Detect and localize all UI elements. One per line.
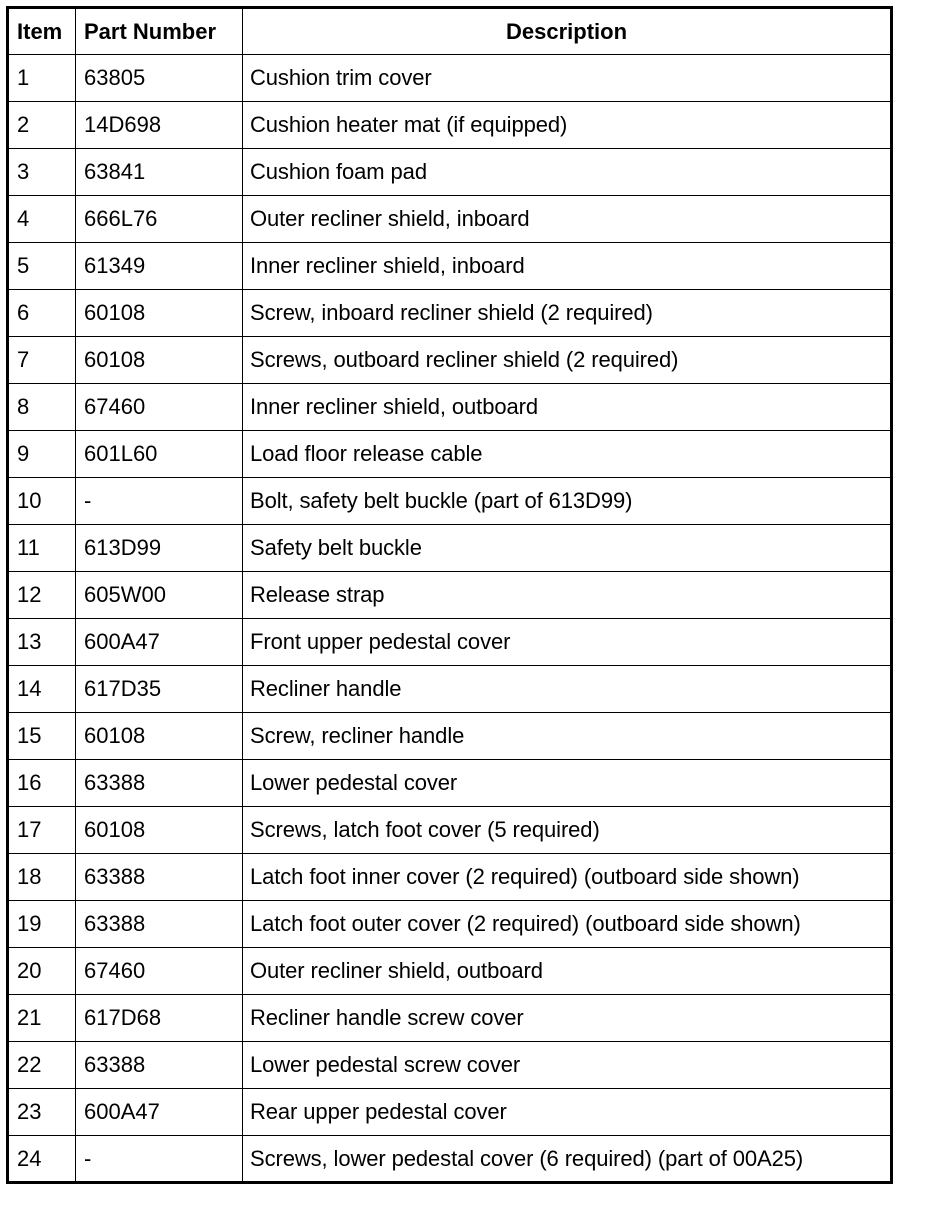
- table-row: [8, 149, 892, 196]
- cell-part-number: 600A47: [76, 1089, 243, 1136]
- cell-item: 16: [8, 760, 76, 807]
- cell-part-number: 60108: [76, 713, 243, 760]
- cell-part-number: 67460: [76, 948, 243, 995]
- cell-item: 1: [8, 55, 76, 102]
- cell-part-number: 61349: [76, 243, 243, 290]
- cell-part-number: 63388: [76, 901, 243, 948]
- cell-item: 19: [8, 901, 76, 948]
- cell-description: Screw, recliner handle: [243, 713, 892, 760]
- cell-item: 3: [8, 149, 76, 196]
- table-row: [8, 384, 892, 431]
- parts-table: [6, 6, 893, 1184]
- cell-part-number: 14D698: [76, 102, 243, 149]
- table-row: [8, 290, 892, 337]
- table-row: [8, 1089, 892, 1136]
- cell-item: 14: [8, 666, 76, 713]
- cell-item: 7: [8, 337, 76, 384]
- table-row: [8, 807, 892, 854]
- table-row: [8, 478, 892, 525]
- cell-item: 9: [8, 431, 76, 478]
- cell-item: 13: [8, 619, 76, 666]
- cell-description: Recliner handle screw cover: [243, 995, 892, 1042]
- cell-item: 17: [8, 807, 76, 854]
- cell-part-number: 63388: [76, 1042, 243, 1089]
- cell-item: 20: [8, 948, 76, 995]
- cell-part-number: 60108: [76, 290, 243, 337]
- cell-item: 11: [8, 525, 76, 572]
- cell-description: Safety belt buckle: [243, 525, 892, 572]
- cell-description: Inner recliner shield, inboard: [243, 243, 892, 290]
- table-row: [8, 760, 892, 807]
- cell-description: Screws, outboard recliner shield (2 required): [243, 337, 892, 384]
- cell-description: Screws, lower pedestal cover (6 required) (part of 00A25): [243, 1136, 892, 1183]
- table-row: [8, 995, 892, 1042]
- cell-description: Load floor release cable: [243, 431, 892, 478]
- cell-description: Release strap: [243, 572, 892, 619]
- cell-description: Screw, inboard recliner shield (2 required): [243, 290, 892, 337]
- table-row: [8, 1136, 892, 1183]
- cell-part-number: -: [76, 1136, 243, 1183]
- cell-part-number: 63388: [76, 760, 243, 807]
- cell-part-number: 605W00: [76, 572, 243, 619]
- table-body: [8, 55, 892, 1183]
- table-row: [8, 243, 892, 290]
- cell-description: Rear upper pedestal cover: [243, 1089, 892, 1136]
- cell-description: Front upper pedestal cover: [243, 619, 892, 666]
- cell-description: Screws, latch foot cover (5 required): [243, 807, 892, 854]
- cell-part-number: 617D68: [76, 995, 243, 1042]
- table-header-row: [8, 8, 892, 55]
- cell-part-number: 617D35: [76, 666, 243, 713]
- table-row: [8, 196, 892, 243]
- table-row: [8, 525, 892, 572]
- table-row: [8, 431, 892, 478]
- cell-part-number: 60108: [76, 807, 243, 854]
- table-row: [8, 666, 892, 713]
- cell-description: Outer recliner shield, outboard: [243, 948, 892, 995]
- table-row: [8, 713, 892, 760]
- cell-part-number: 666L76: [76, 196, 243, 243]
- table-row: [8, 55, 892, 102]
- table-row: [8, 337, 892, 384]
- cell-item: 12: [8, 572, 76, 619]
- cell-item: 22: [8, 1042, 76, 1089]
- cell-description: Outer recliner shield, inboard: [243, 196, 892, 243]
- cell-description: Recliner handle: [243, 666, 892, 713]
- cell-item: 15: [8, 713, 76, 760]
- column-header-item: Item: [8, 8, 76, 55]
- cell-part-number: 601L60: [76, 431, 243, 478]
- cell-part-number: -: [76, 478, 243, 525]
- cell-item: 10: [8, 478, 76, 525]
- cell-item: 21: [8, 995, 76, 1042]
- cell-part-number: 63805: [76, 55, 243, 102]
- table-row: [8, 854, 892, 901]
- cell-item: 6: [8, 290, 76, 337]
- cell-item: 5: [8, 243, 76, 290]
- cell-description: Cushion heater mat (if equipped): [243, 102, 892, 149]
- table-row: [8, 948, 892, 995]
- column-header-part-number: Part Number: [76, 8, 243, 55]
- table-row: [8, 901, 892, 948]
- cell-item: 24: [8, 1136, 76, 1183]
- cell-part-number: 63841: [76, 149, 243, 196]
- cell-part-number: 67460: [76, 384, 243, 431]
- cell-part-number: 600A47: [76, 619, 243, 666]
- cell-description: Bolt, safety belt buckle (part of 613D99): [243, 478, 892, 525]
- cell-item: 2: [8, 102, 76, 149]
- cell-description: Latch foot outer cover (2 required) (outboard side shown): [243, 901, 892, 948]
- cell-part-number: 60108: [76, 337, 243, 384]
- cell-item: 18: [8, 854, 76, 901]
- cell-description: Cushion trim cover: [243, 55, 892, 102]
- cell-item: 8: [8, 384, 76, 431]
- cell-part-number: 63388: [76, 854, 243, 901]
- table-row: [8, 1042, 892, 1089]
- table-row: [8, 619, 892, 666]
- column-header-description: Description: [243, 8, 892, 55]
- cell-description: Lower pedestal screw cover: [243, 1042, 892, 1089]
- table-row: [8, 572, 892, 619]
- cell-part-number: 613D99: [76, 525, 243, 572]
- cell-item: 4: [8, 196, 76, 243]
- cell-description: Inner recliner shield, outboard: [243, 384, 892, 431]
- cell-description: Latch foot inner cover (2 required) (outboard side shown): [243, 854, 892, 901]
- cell-description: Lower pedestal cover: [243, 760, 892, 807]
- table-row: [8, 102, 892, 149]
- cell-item: 23: [8, 1089, 76, 1136]
- cell-description: Cushion foam pad: [243, 149, 892, 196]
